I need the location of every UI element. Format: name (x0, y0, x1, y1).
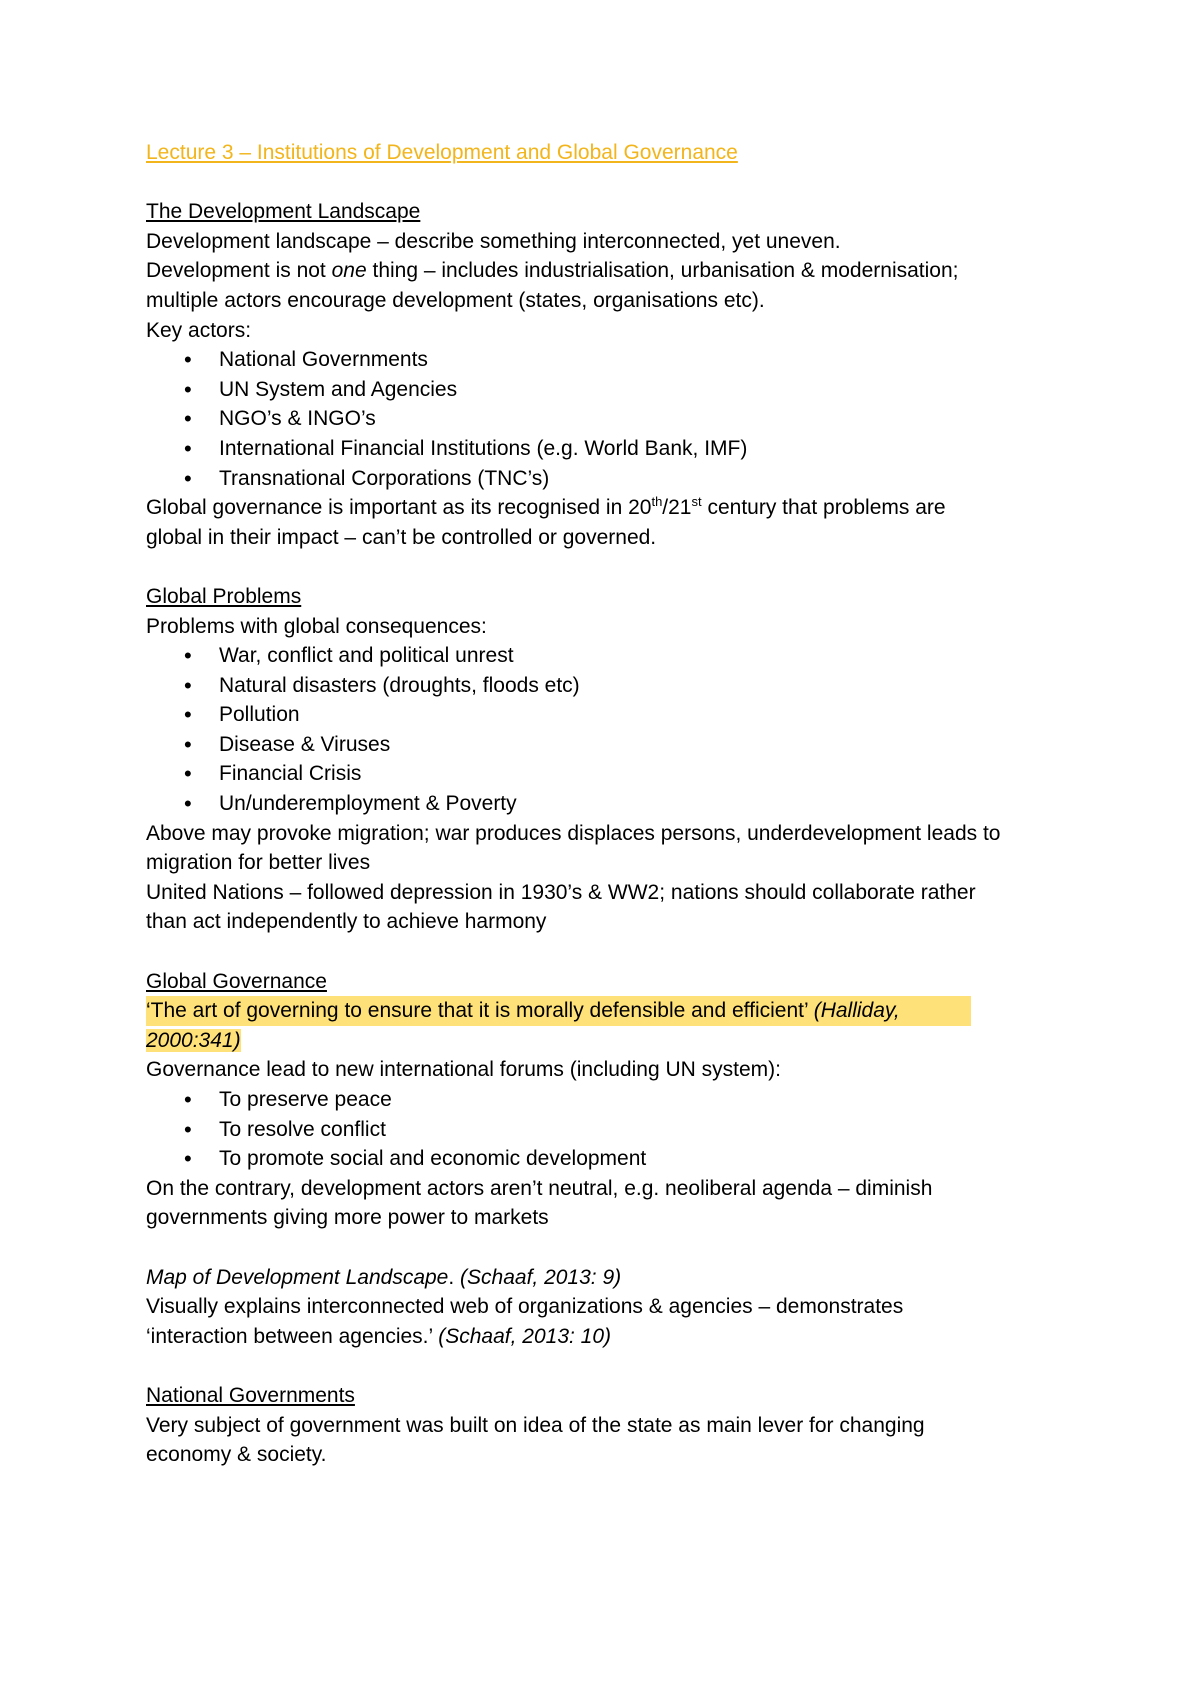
united-nations-paragraph: United Nations – followed depression in 1930’s & WW2; nations should collaborate rather (146, 880, 976, 904)
global-governance-importance-cont: global in their impact – can’t be controlled or governed. (146, 525, 657, 549)
list-item: • Transnational Corporations (TNC’s) (146, 464, 1086, 494)
key-actors-label: Key actors: (146, 318, 252, 342)
neoliberal-paragraph: On the contrary, development actors aren’t neutral, e.g. neoliberal agenda – diminish (146, 1176, 933, 1200)
list-item: • Financial Crisis (146, 759, 1086, 789)
problems-intro: Problems with global consequences: (146, 614, 487, 638)
migration-paragraph: Above may provoke migration; war produces displaces persons, underdevelopment leads to (146, 821, 1001, 845)
highlighted-quote-cont: 2000:341) (146, 1028, 241, 1052)
list-item: • National Governments (146, 345, 1086, 375)
highlighted-quote: ‘The art of governing to ensure that it is morally defensible and efficient’ (Halliday, (146, 996, 971, 1026)
blank-line (146, 937, 1086, 967)
key-actors-list (146, 345, 1086, 493)
blank-line (146, 1351, 1086, 1381)
landscape-paragraph-2: Development is not one thing – includes industrialisation, urbanisation & modernisation; (146, 259, 959, 283)
list-item: • International Financial Institutions (e.g. World Bank, IMF) (146, 434, 1086, 464)
section-heading-problems: Global Problems (146, 584, 302, 608)
section-heading-national: National Governments (146, 1383, 355, 1407)
blank-line (146, 1233, 1086, 1263)
list-item: • Natural disasters (droughts, floods etc) (146, 671, 1086, 701)
document-page (146, 138, 1086, 1470)
list-item: • NGO’s & INGO’s (146, 404, 1086, 434)
list-item: • To resolve conflict (146, 1115, 1086, 1145)
document-title: Lecture 3 – Institutions of Development and Global Governance (146, 141, 738, 164)
united-nations-paragraph-cont: than act independently to achieve harmony (146, 910, 547, 934)
blank-line (146, 552, 1086, 582)
list-item: • Un/underemployment & Poverty (146, 789, 1086, 819)
list-item: • To promote social and economic development (146, 1144, 1086, 1174)
national-paragraph-cont: economy & society. (146, 1443, 327, 1467)
map-paragraph-cont: ‘interaction between agencies.’ (Schaaf, 2013: 10) (146, 1324, 612, 1348)
problems-list (146, 641, 1086, 819)
section-heading-landscape: The Development Landscape (146, 200, 421, 224)
global-governance-importance: Global governance is important as its recognised in 20th/21st century that problems are (146, 494, 946, 520)
governance-list (146, 1085, 1086, 1174)
neoliberal-paragraph-cont: governments giving more power to markets (146, 1206, 549, 1230)
blank-line (146, 168, 1086, 198)
landscape-paragraph-1: Development landscape – describe something interconnected, yet uneven. (146, 229, 841, 253)
migration-paragraph-cont: migration for better lives (146, 851, 371, 875)
list-item: • To preserve peace (146, 1085, 1086, 1115)
list-item: • Pollution (146, 700, 1086, 730)
list-item: • UN System and Agencies (146, 375, 1086, 405)
landscape-paragraph-2-cont: multiple actors encourage development (states, organisations etc). (146, 288, 765, 312)
governance-intro: Governance lead to new international forums (including UN system): (146, 1058, 781, 1082)
list-item: • Disease & Viruses (146, 730, 1086, 760)
national-paragraph: Very subject of government was built on idea of the state as main lever for changing (146, 1413, 925, 1437)
map-caption: Map of Development Landscape. (Schaaf, 2013: 9) (146, 1265, 622, 1289)
section-heading-governance: Global Governance (146, 969, 327, 993)
map-paragraph: Visually explains interconnected web of organizations & agencies – demonstrates (146, 1295, 904, 1319)
list-item: • War, conflict and political unrest (146, 641, 1086, 671)
